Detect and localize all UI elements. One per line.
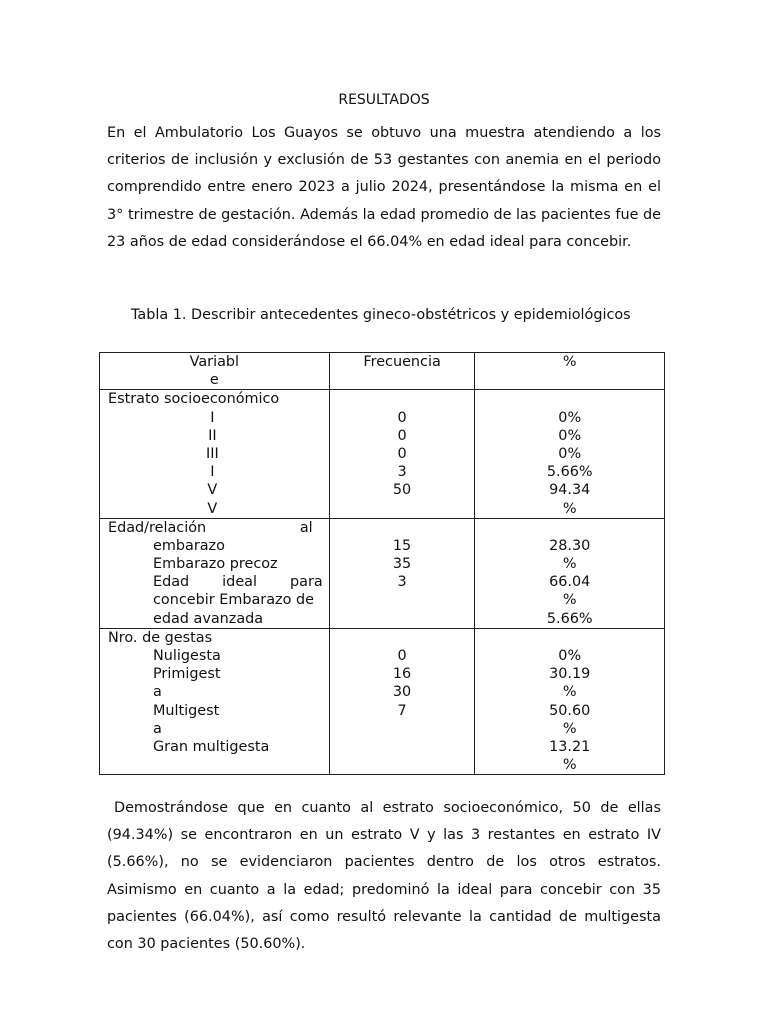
frequency-value: 7 <box>397 702 407 719</box>
table-row-edad <box>100 518 665 628</box>
gestas-label: Multigest <box>153 702 220 719</box>
edad-label: Embarazo precoz <box>153 556 278 573</box>
frequency-value: 3 <box>397 464 407 481</box>
percent-value: % <box>562 556 577 573</box>
estrato-label: V <box>207 482 218 499</box>
frequency-value: 30 <box>392 684 412 701</box>
percent-value: 66.04 <box>549 574 591 591</box>
edad-label: Edad ideal para <box>153 574 323 591</box>
frequency-value: 50 <box>392 482 412 499</box>
edad-title-b: al <box>299 519 313 536</box>
percent-value: 13.21 <box>549 738 591 755</box>
percent-value: % <box>562 592 577 609</box>
header-variable-line1: Variabl <box>189 354 240 370</box>
frequency-value: 35 <box>392 556 412 573</box>
percent-value: 0% <box>558 445 582 462</box>
gestas-label: a <box>153 720 162 737</box>
percent-value: % <box>562 720 577 737</box>
estrato-label: II <box>208 427 217 444</box>
percent-value: 50.60 <box>549 702 591 719</box>
estrato-frequency-cell <box>329 390 475 518</box>
header-frequency: Frecuencia <box>329 353 475 390</box>
section-heading: RESULTADOS <box>338 92 430 108</box>
estrato-title: Estrato socioeconómico <box>108 391 280 408</box>
percent-value: 0% <box>558 648 582 665</box>
estrato-labels <box>100 409 329 517</box>
header-variable <box>100 353 330 390</box>
percent-value: 0% <box>558 427 582 444</box>
frequency-value: 16 <box>392 666 412 683</box>
intro-paragraph: En el Ambulatorio Los Guayos se obtuvo una muestra atendiendo a los criterios de inclusión y exclusión de 53 gestantes con anemia en el periodo comprendido entre enero 2023 a julio 2024, presentándose la misma en el 3° trimestre de gestación. Además la edad promedio de las pacientes fue de 23 años de edad considerándose el 66.04% en edad ideal para concebir. <box>107 125 661 250</box>
table-row-estrato <box>100 390 665 518</box>
estrato-variable-cell <box>100 390 330 518</box>
frequency-value: 0 <box>397 409 407 426</box>
estrato-label: V <box>207 500 218 517</box>
edad-frequency-cell <box>329 518 475 628</box>
frequency-value: 0 <box>397 427 407 444</box>
results-table <box>99 352 665 775</box>
percent-value: 30.19 <box>549 666 591 683</box>
estrato-label: III <box>205 445 219 462</box>
gestas-label: Gran multigesta <box>153 738 270 755</box>
frequency-value: 15 <box>392 537 412 554</box>
gestas-variable-cell <box>100 628 330 775</box>
frequency-value: 0 <box>397 445 407 462</box>
header-variable-line2: e <box>209 372 219 389</box>
frequency-value: 0 <box>397 648 407 665</box>
gestas-label: Primigest <box>153 666 221 683</box>
closing-paragraph: Demostrándose que en cuanto al estrato socioeconómico, 50 de ellas (94.34%) se encontraron en un estrato V y las 3 restantes en estrato IV (5.66%), no se evidenciaron pacientes dentro de los otros estratos. Asimismo en cuanto a la edad; predominó la ideal para concebir con 35 pacientes (66.04%), así como resultó relevante la cantidad de multigesta con 30 pacientes (50.60%). <box>107 800 661 953</box>
edad-percent-cell <box>475 518 665 628</box>
percent-value: % <box>562 757 577 774</box>
gestas-label: a <box>153 684 162 701</box>
estrato-label: I <box>210 464 215 481</box>
percent-value: 94.34 <box>549 482 591 499</box>
percent-value: 28.30 <box>549 537 591 554</box>
estrato-percent-cell <box>475 390 665 518</box>
table-row-gestas <box>100 628 665 775</box>
gestas-frequency-cell <box>329 628 475 775</box>
estrato-label: I <box>210 409 215 426</box>
gestas-label: Nuligesta <box>153 648 221 665</box>
gestas-percent-cell <box>475 628 665 775</box>
percent-value: 0% <box>558 409 582 426</box>
gestas-title: Nro. de gestas <box>108 629 213 646</box>
percent-value: 5.66% <box>546 610 593 627</box>
percent-value: % <box>562 684 577 701</box>
edad-variable-cell <box>100 518 330 628</box>
table-caption: Tabla 1. Describir antecedentes gineco-obstétricos y epidemiológicos <box>131 307 631 323</box>
edad-label: embarazo <box>153 537 225 554</box>
percent-value: 5.66% <box>546 464 593 481</box>
percent-value: % <box>562 500 577 517</box>
table-header-row <box>100 353 665 390</box>
frequency-value: 3 <box>397 574 407 591</box>
edad-title <box>100 519 329 537</box>
header-percent: % <box>475 353 665 390</box>
edad-label: edad avanzada <box>153 610 264 627</box>
edad-label: concebir Embarazo de <box>153 592 314 609</box>
edad-title-a: Edad/relación <box>108 519 207 536</box>
